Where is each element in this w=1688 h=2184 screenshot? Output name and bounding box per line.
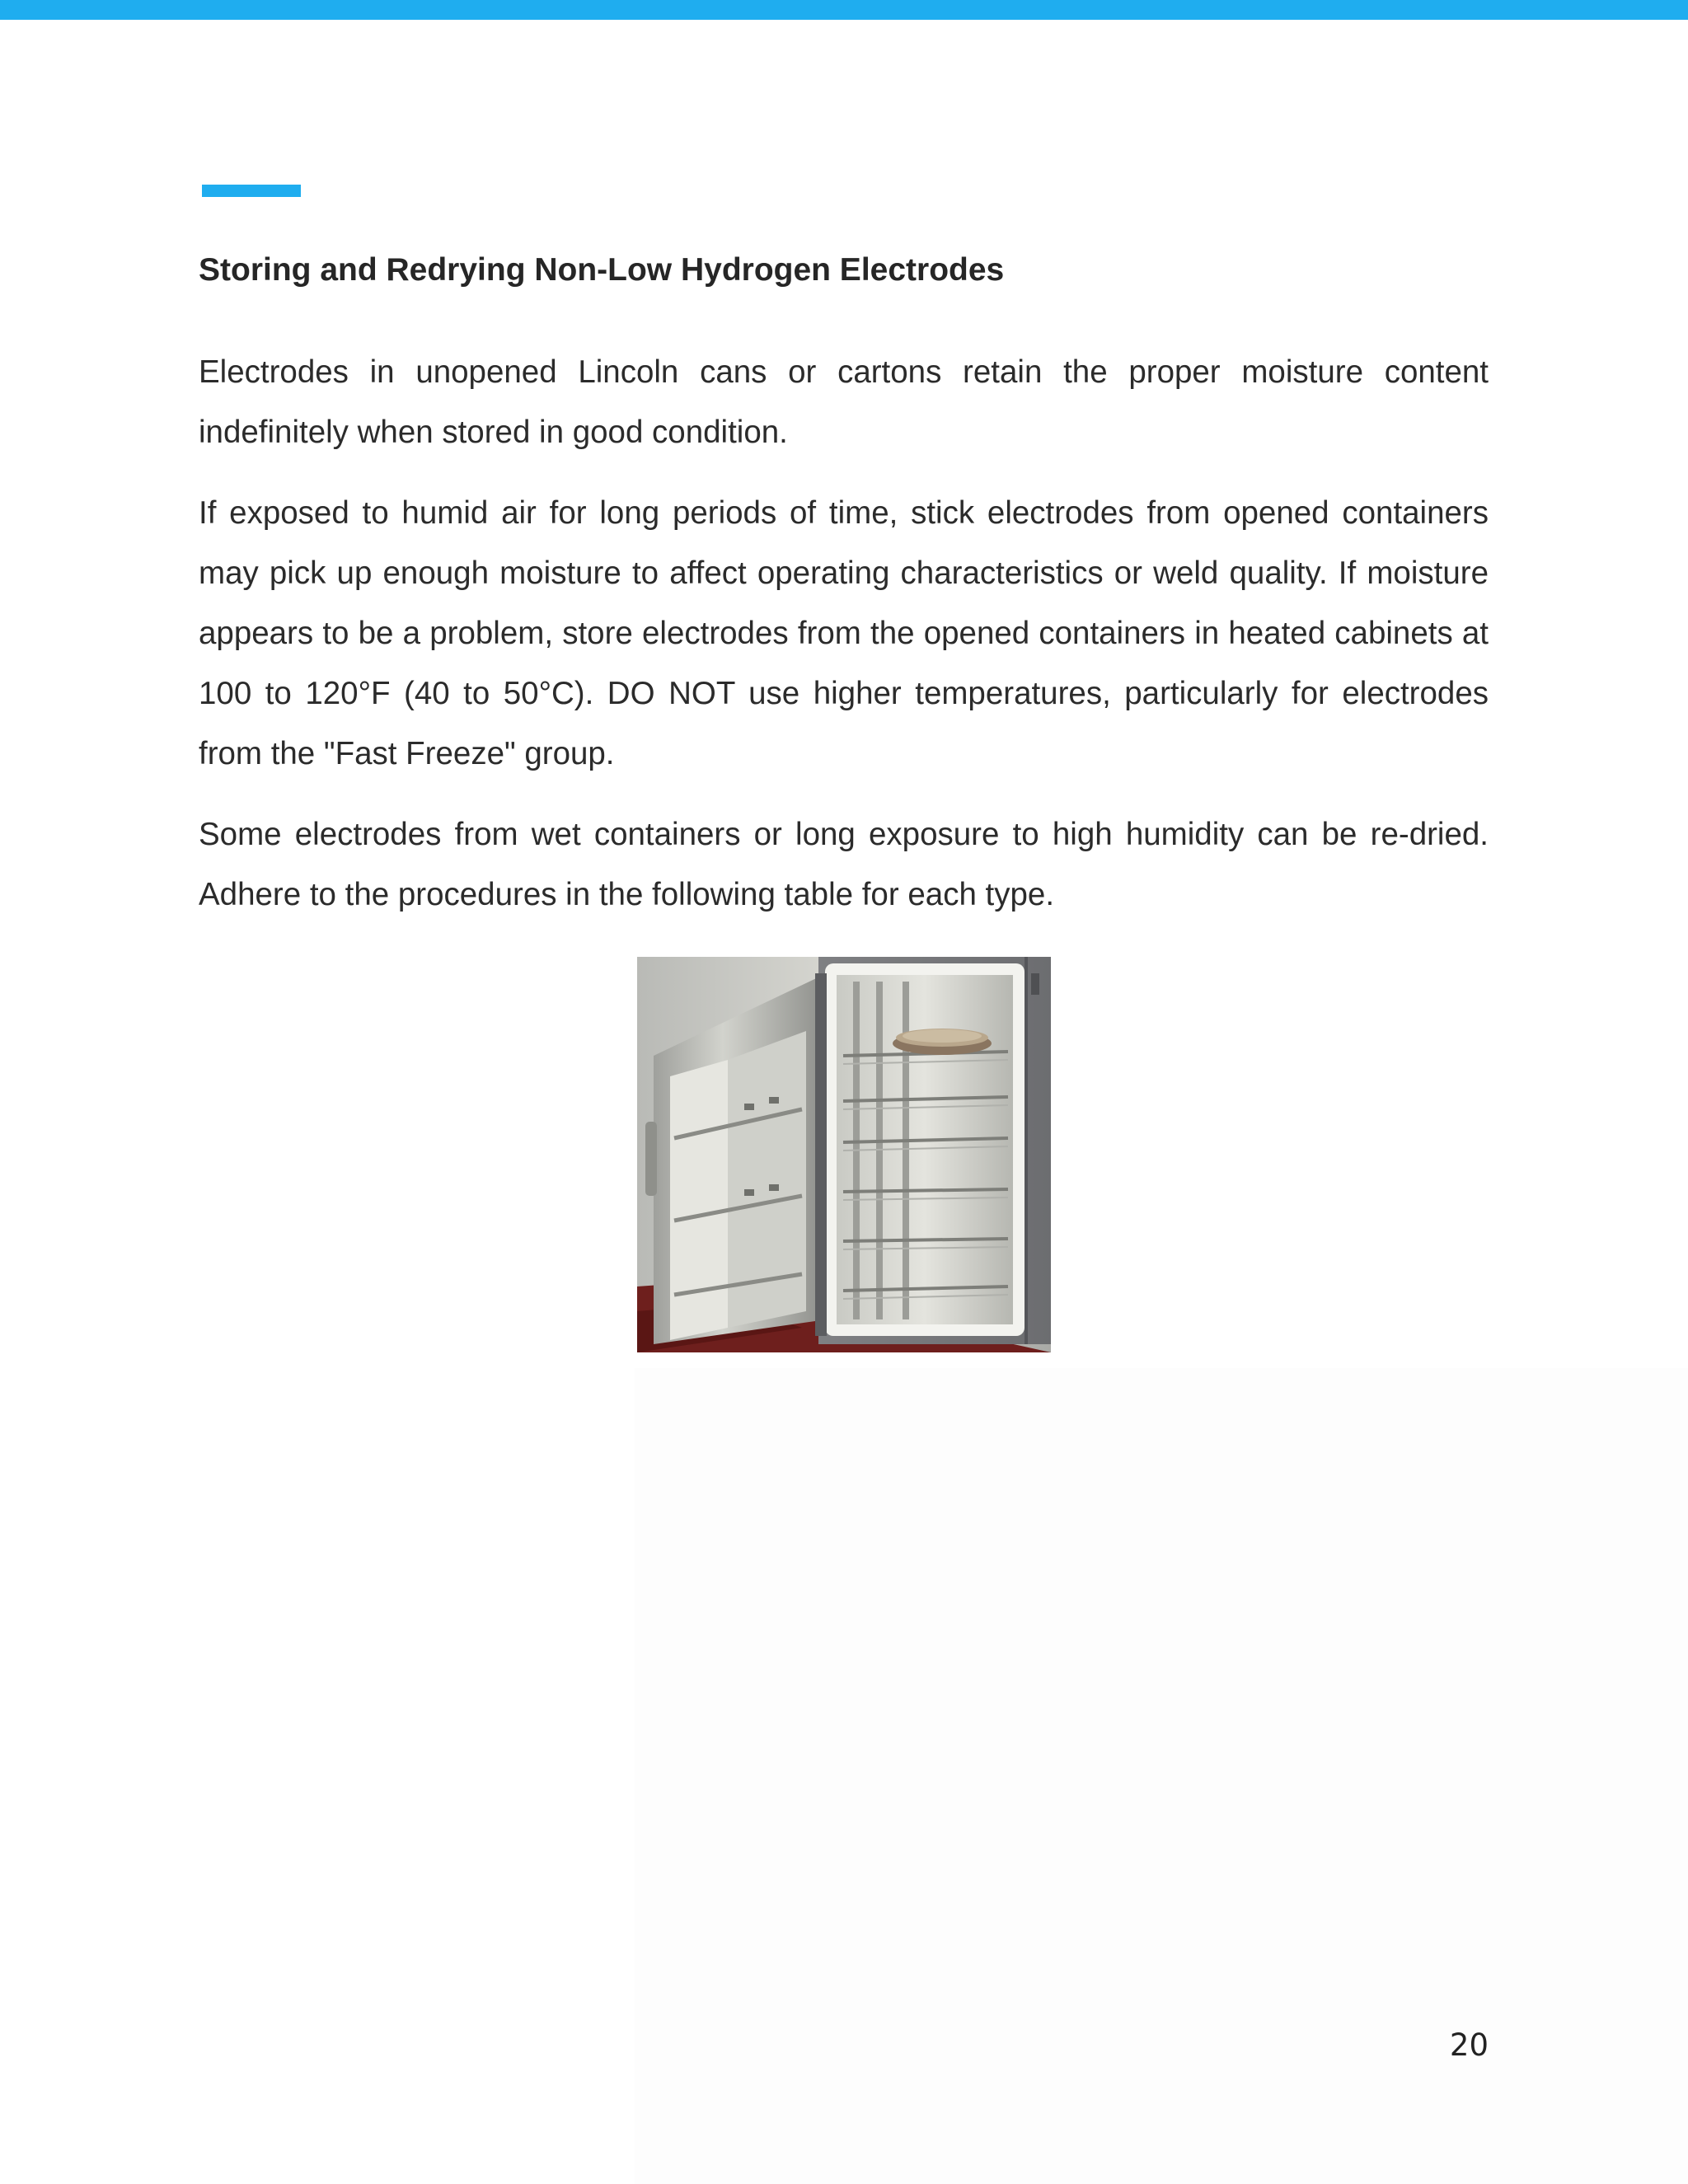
page-number: 20 — [1449, 2027, 1489, 2063]
paragraph-storage: Electrodes in unopened Lincoln cans or cartons retain the proper moisture content indefinitely when stored in good condition. — [199, 354, 1489, 450]
top-accent-bar — [0, 0, 1688, 20]
oven-photo — [637, 957, 1051, 1352]
body-text — [199, 342, 1489, 945]
page-background-tint — [635, 1368, 1688, 2184]
section-accent-dash — [202, 185, 301, 197]
section-heading: Storing and Redrying Non-Low Hydrogen Electrodes — [199, 252, 1005, 288]
paragraph-redrying: Some electrodes from wet containers or long exposure to high humidity can be re-dried. Adhere to the procedures in the following table for each type. — [199, 817, 1489, 912]
paragraph-humidity: If exposed to humid air for long periods of time, stick electrodes from opened containers may pick up enough moisture to affect operating characteristics or weld quality. If moisture appears to be a problem, store electrodes from the opened containers in heated cabinets at 100 to 120°F (40 to 50°C). DO NOT use higher temperatures, particularly for electrodes from the "Fast Freeze" group. — [199, 495, 1489, 771]
